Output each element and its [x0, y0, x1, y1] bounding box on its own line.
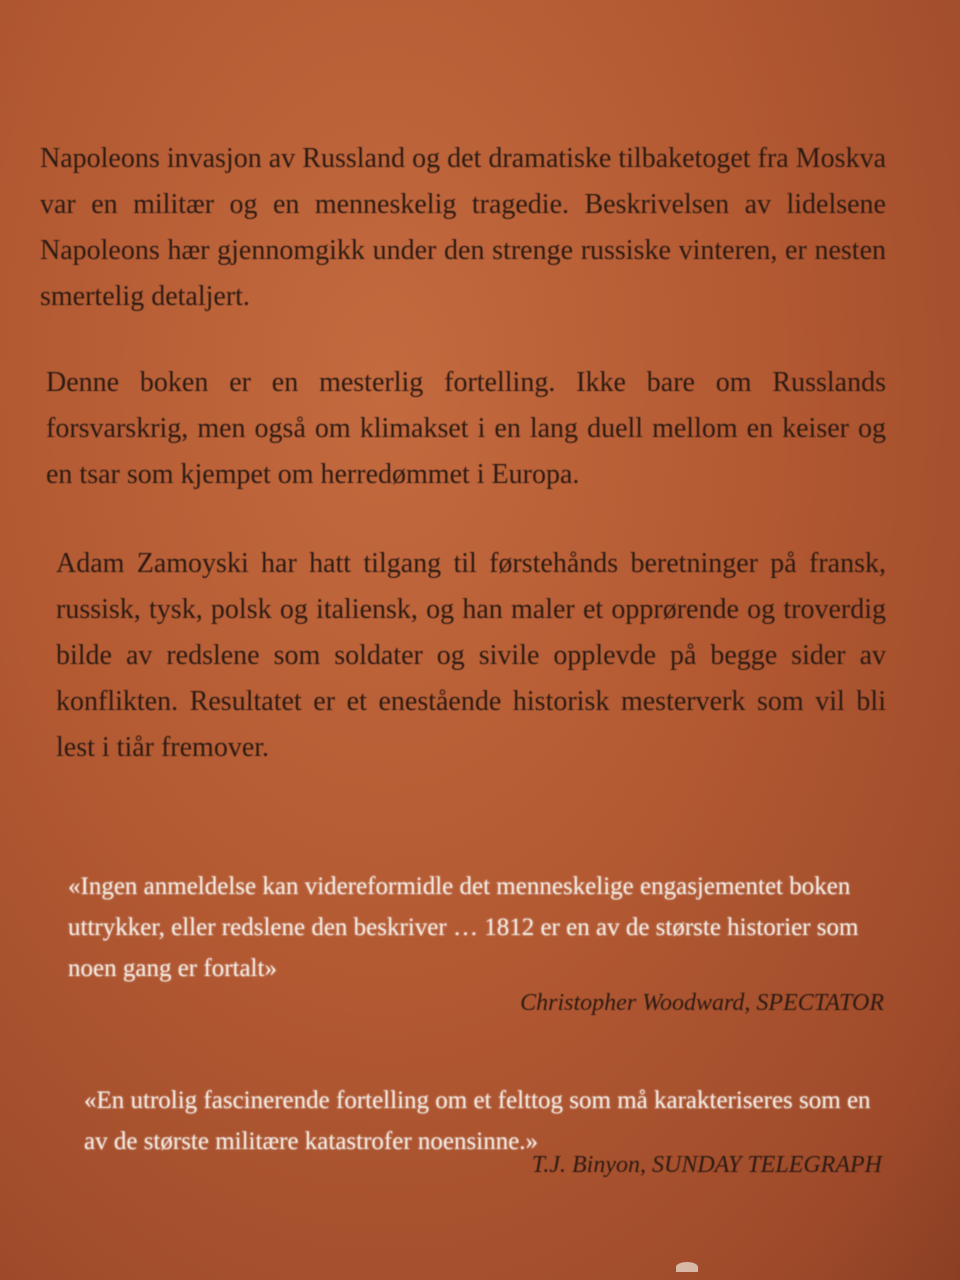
blurb-paragraph-2: Denne boken er en mesterlig fortelling. Ikke bare om Russlands forsvarskrig, men også om klimakset i en lang duell mellom en keiser og en tsar som kjempet om herredømmet i Europa.: [46, 367, 886, 490]
blurb-paragraph-3: Adam Zamoyski har hatt tilgang til førstehånds beretninger på fransk, russisk, tysk, polsk og italiensk, og han maler et opprørende og troverdig bilde av redslene som soldater og sivile opplevde på begge sider av konflikten. Resultatet er et enestående historisk mesterverk som vil bli lest i tiår fremover.: [56, 548, 886, 763]
review-quote-1: «Ingen anmeldelse kan videreformidle det menneskelige engasjementet boken uttrykker, eller redslene den beskriver … 1812 er en av de største historier som noen gang er fortalt»: [68, 873, 859, 982]
review-attribution-1: Christopher Woodward, SPECTATOR: [520, 990, 884, 1016]
printed-mark-fragment: [676, 1262, 698, 1272]
blurb-paragraph-1: Napoleons invasjon av Russland og det dramatiske tilbaketoget fra Moskva var en militær og en menneskelig tragedie. Beskrivelsen av lidelsene Napoleons hær gjennomgikk under den strenge russiske vinteren, er nesten smertelig detaljert.: [40, 143, 886, 312]
review-quote-2: «En utrolig fascinerende fortelling om et felttog som må karakteriseres som en av de største militære katastrofer noensinne.»: [84, 1087, 871, 1155]
review-attribution-2: T.J. Binyon, SUNDAY TELEGRAPH: [531, 1152, 882, 1178]
